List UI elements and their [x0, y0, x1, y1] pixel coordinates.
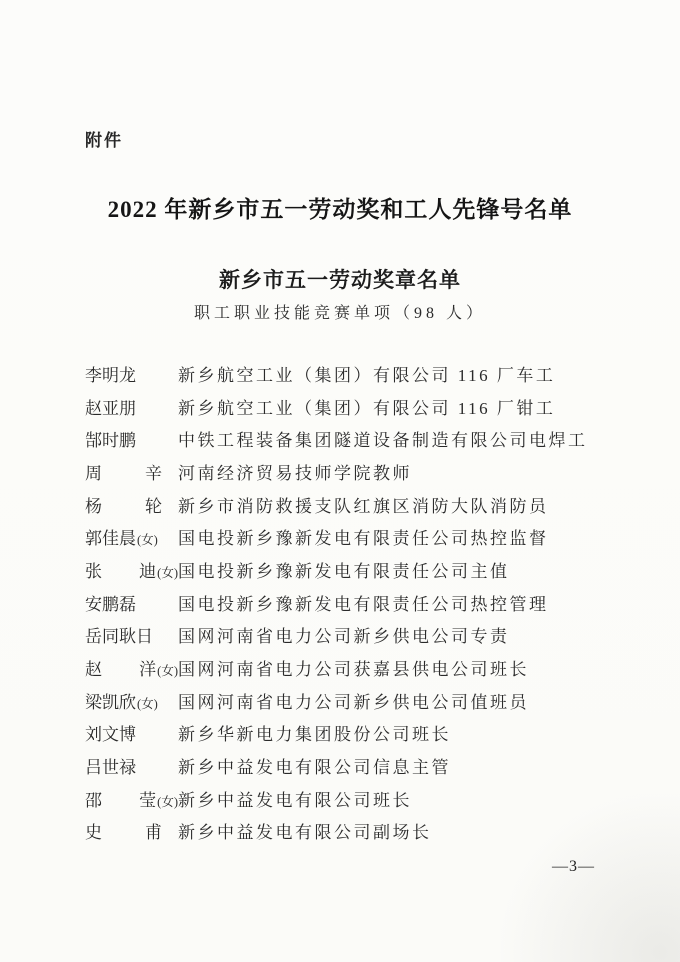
- recipient-name-cell: [85, 655, 178, 680]
- recipient-name-cell: [85, 361, 178, 386]
- award-row: [85, 651, 640, 684]
- award-row: [85, 815, 640, 848]
- recipient-org: 新乡中益发电有限公司信息主管: [178, 758, 451, 778]
- recipient-org: 国网河南省电力公司获嘉县供电公司班长: [178, 660, 529, 680]
- award-row: [85, 684, 640, 717]
- award-row: [85, 422, 640, 455]
- recipient-name-cell: [85, 622, 178, 647]
- section-title: 新乡市五一劳动奖章名单: [219, 268, 461, 292]
- gender-tag: (女): [157, 664, 178, 679]
- recipient-name: 赵亚朋: [85, 398, 136, 418]
- gender-tag: (女): [137, 533, 158, 548]
- recipient-name: 吕世禄: [85, 758, 136, 778]
- recipient-name: 安鹏磊: [85, 594, 136, 614]
- attachment-label: 附件: [85, 131, 123, 150]
- recipient-org: 新乡华新电力集团股份公司班长: [178, 725, 451, 745]
- recipient-org: 新乡中益发电有限公司班长: [178, 790, 412, 810]
- recipient-name: 史 甫: [85, 823, 162, 843]
- recipient-org: 新乡市消防救援支队红旗区消防大队消防员: [178, 496, 549, 516]
- recipient-org: 国电投新乡豫新发电有限责任公司热控管理: [178, 594, 549, 614]
- page-number: —3—: [552, 858, 595, 875]
- award-row: [85, 390, 640, 423]
- recipient-name-cell: [85, 786, 178, 811]
- recipient-org: 中铁工程装备集团隧道设备制造有限公司电焊工: [178, 431, 588, 451]
- recipient-org: 国网河南省电力公司新乡供电公司值班员: [178, 692, 529, 712]
- page-title: 2022 年新乡市五一劳动奖和工人先锋号名单: [107, 197, 573, 222]
- gender-tag: (女): [137, 696, 158, 711]
- recipient-name-cell: [85, 492, 178, 517]
- recipient-name: 李明龙: [85, 365, 136, 385]
- award-row: [85, 357, 640, 390]
- recipient-org: 河南经济贸易技师学院教师: [178, 463, 412, 483]
- recipient-name: 张 迪: [85, 561, 157, 581]
- recipient-org: 新乡中益发电有限公司副场长: [178, 823, 432, 843]
- recipient-name-cell: [85, 818, 178, 843]
- recipient-org: 国电投新乡豫新发电有限责任公司热控监督: [178, 529, 549, 549]
- recipient-org: 国电投新乡豫新发电有限责任公司主值: [178, 561, 510, 581]
- award-row: [85, 553, 640, 586]
- recipient-name: 郜时鹏: [85, 431, 136, 451]
- recipient-name: 郭佳晨: [85, 529, 136, 549]
- gender-tag: (女): [157, 565, 178, 580]
- recipient-name: 梁凯欣: [85, 692, 136, 712]
- recipient-name-cell: [85, 720, 178, 745]
- recipient-name-cell: [85, 557, 178, 582]
- recipient-name: 赵 洋: [85, 660, 157, 680]
- award-row: [85, 488, 640, 521]
- award-row: [85, 717, 640, 750]
- award-row: [85, 586, 640, 619]
- award-row: [85, 749, 640, 782]
- recipient-org: 国网河南省电力公司新乡供电公司专责: [178, 627, 510, 647]
- recipient-name: 刘文博: [85, 725, 136, 745]
- recipient-name-cell: [85, 688, 178, 713]
- recipient-name-cell: [85, 753, 178, 778]
- gender-tag: (女): [157, 794, 178, 809]
- award-list: [85, 357, 640, 847]
- award-row: [85, 520, 640, 553]
- recipient-name: 岳同耿日: [85, 627, 153, 647]
- award-row: [85, 619, 640, 652]
- recipient-name-cell: [85, 524, 178, 549]
- recipient-name-cell: [85, 590, 178, 615]
- recipient-name-cell: [85, 426, 178, 451]
- recipient-name-cell: [85, 394, 178, 419]
- award-row: [85, 782, 640, 815]
- award-row: [85, 455, 640, 488]
- recipient-name-cell: [85, 459, 178, 484]
- recipient-org: 新乡航空工业（集团）有限公司 116 厂钳工: [178, 398, 556, 418]
- recipient-name: 邵 莹: [85, 790, 157, 810]
- recipient-org: 新乡航空工业（集团）有限公司 116 厂车工: [178, 365, 556, 385]
- recipient-name: 周 辛: [85, 463, 162, 483]
- category-line: 职工职业技能竞赛单项（98 人）: [193, 305, 486, 322]
- recipient-name: 杨 轮: [85, 496, 162, 516]
